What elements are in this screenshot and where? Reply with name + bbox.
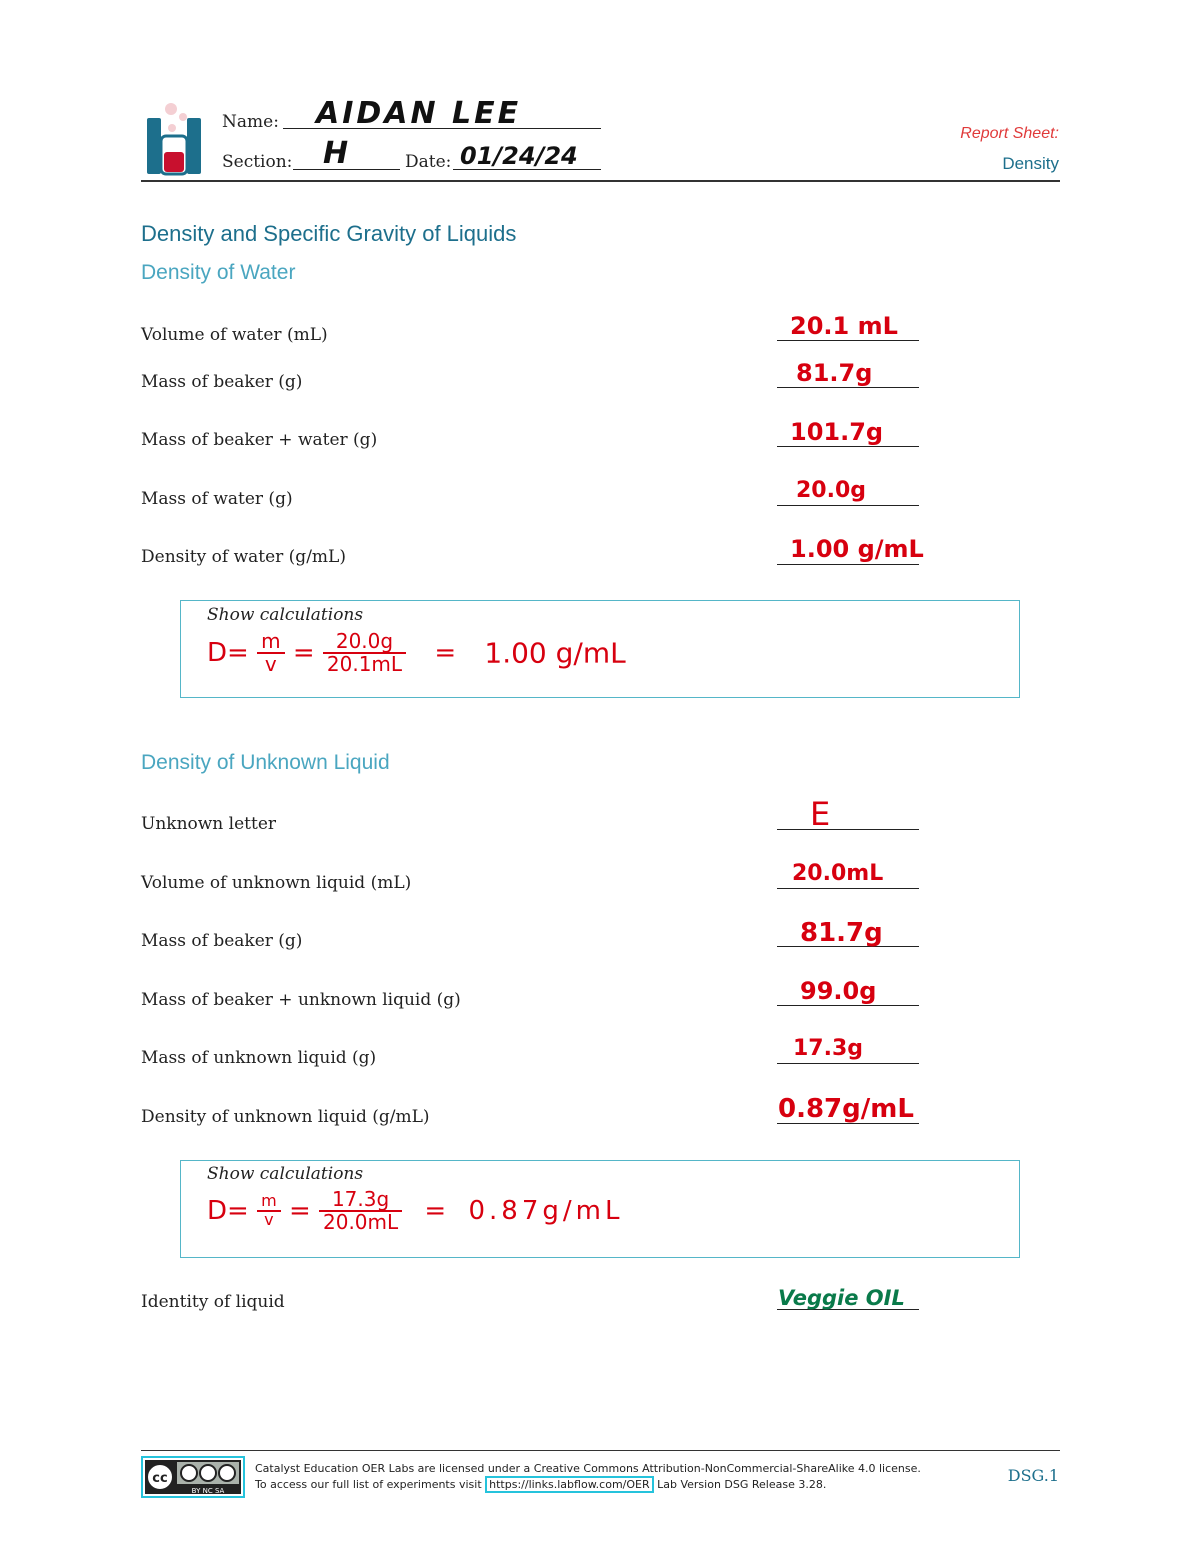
page-title: Density and Specific Gravity of Liquids [141,221,517,246]
license-line: Catalyst Education OER Labs are licensed under a Creative Commons Attribution-NonCommercial-ShareAlike 4.0 license. [255,1462,921,1475]
calc-result: 0.87g/mL [468,1196,624,1226]
water-row-value: 101.7g [790,418,884,446]
name-value: AIDAN LEE [316,96,522,131]
unknown-row-label: Mass of beaker + unknown liquid (g) [141,990,461,1010]
water-row-value: 20.0g [796,478,867,503]
name-label: Name: [222,112,279,132]
identity-label: Identity of liquid [141,1292,285,1312]
calc-num: 17.3g [319,1189,402,1212]
report-topic: Density [1002,154,1059,173]
report-sheet-label: Report Sheet: [960,125,1059,142]
calc-title: Show calculations [207,1164,364,1184]
water-calc-equation [207,631,626,675]
calc-den: v [264,652,277,676]
footer-rule [141,1450,1060,1451]
date-value: 01/24/24 [460,142,578,170]
water-calc-box [180,600,1020,698]
calc-title: Show calculations [207,605,364,625]
water-row-value: 1.00 g/mL [790,535,924,563]
unknown-row-label: Unknown letter [141,814,277,834]
calc-num: m [257,631,284,654]
svg-text:BY NC SA: BY NC SA [191,1487,225,1495]
calc-result: 1.00 g/mL [484,636,626,670]
calc-equals: = [424,1196,447,1226]
water-heading: Density of Water [141,261,296,284]
calc-num: m [257,1193,281,1212]
labflow-link[interactable]: https://links.labflow.com/OER [485,1476,653,1493]
unknown-row-value: 17.3g [793,1036,864,1061]
unknown-row-value: 20.0mL [792,861,884,886]
calc-equals: = [434,638,457,668]
creative-commons-icon [141,1456,245,1498]
unknown-row-label: Mass of unknown liquid (g) [141,1048,377,1068]
version-text: Lab Version DSG Release 3.28. [657,1478,827,1491]
unknown-row-label: Mass of beaker (g) [141,931,303,951]
calc-num: 20.0g [323,631,406,654]
unknown-calc-box [180,1160,1020,1258]
unknown-row-value: 0.87g/mL [778,1094,914,1124]
water-row-label: Mass of beaker (g) [141,372,303,392]
unknown-row-value: E [810,795,831,833]
calc-fraction [323,631,406,675]
calc-fraction [257,1193,281,1229]
water-row-value: 20.1 mL [790,312,898,340]
section-value: H [323,136,349,171]
calc-den: 20.1mL [326,652,403,676]
calc-den: v [264,1210,274,1229]
water-row-value: 81.7g [796,359,873,387]
page-id: DSG.1 [1007,1466,1059,1485]
calc-equals: = [288,1196,311,1226]
calc-den: 20.0mL [323,1210,399,1234]
header-rule [141,180,1060,182]
unknown-row-label: Volume of unknown liquid (mL) [141,873,412,893]
water-row-label: Volume of water (mL) [141,325,328,345]
calc-lhs: D= [207,1196,249,1226]
unknown-heading: Density of Unknown Liquid [141,751,390,774]
calc-fraction [319,1189,402,1233]
water-row-label: Mass of beaker + water (g) [141,430,378,450]
flask-logo-icon [143,100,205,180]
calc-equals: = [292,638,315,668]
footer-license [255,1461,921,1493]
access-prefix: To access our full list of experiments visit [255,1478,482,1491]
unknown-calc-equation [207,1189,623,1233]
answer-line [777,803,919,830]
identity-value: Veggie OIL [778,1286,905,1310]
svg-text:cc: cc [152,1471,168,1486]
unknown-row-value: 99.0g [800,977,877,1005]
water-row-label: Density of water (g/mL) [141,547,346,567]
unknown-row-value: 81.7g [800,918,883,948]
date-label: Date: [405,152,452,172]
calc-fraction [257,631,284,675]
water-row-label: Mass of water (g) [141,489,293,509]
section-label: Section: [222,152,293,172]
unknown-row-label: Density of unknown liquid (g/mL) [141,1107,430,1127]
calc-lhs: D= [207,638,249,668]
access-line [255,1477,921,1493]
